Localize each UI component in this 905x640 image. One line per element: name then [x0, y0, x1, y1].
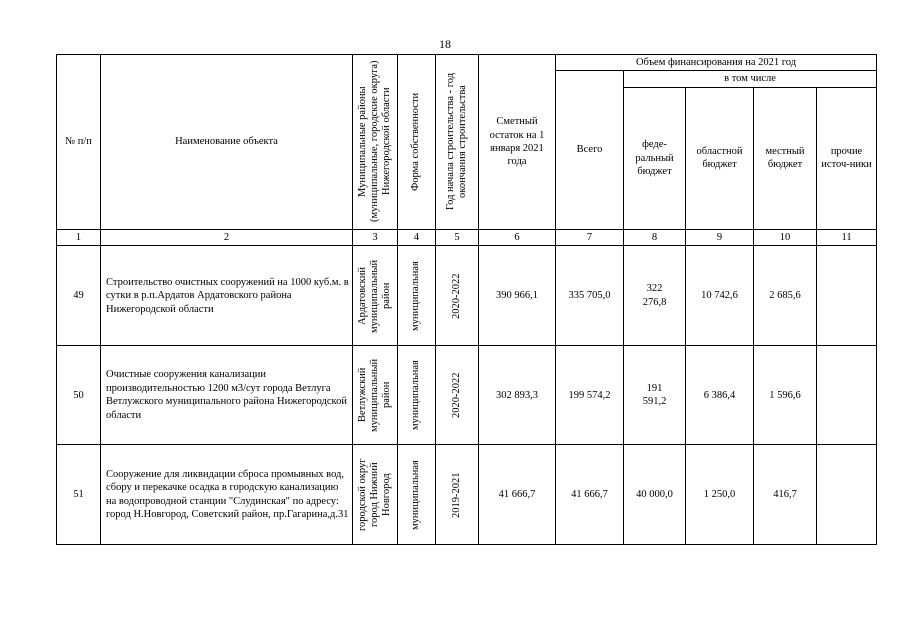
header-district-text: Муниципальные районы (муниципальные, городские округа) Нижегородской области	[356, 61, 393, 223]
row-federal-value: 322 276,8	[642, 283, 667, 308]
column-number: 5	[436, 229, 479, 245]
column-number: 4	[398, 229, 436, 245]
row-estimate: 302 893,3	[479, 346, 556, 445]
header-local: местный бюджет	[754, 87, 817, 229]
row-ownership-text: муниципальная	[410, 260, 422, 331]
header-num: № п/п	[57, 55, 101, 230]
row-estimate: 41 666,7	[479, 445, 556, 545]
row-name: Очистные сооружения канализации производительностью 1200 м3/сут города Ветлуга Ветлужского муниципального района Нижегородской области	[101, 346, 353, 445]
header-estimate: Сметный остаток на 1 января 2021 года	[479, 55, 556, 230]
row-total: 41 666,7	[556, 445, 624, 545]
row-other	[817, 246, 877, 346]
row-federal: 40 000,0	[624, 445, 686, 545]
row-district-text: Ветлужский муниципальный район	[356, 358, 393, 432]
row-district	[353, 445, 398, 545]
header-regional: областной бюджет	[686, 87, 754, 229]
row-total: 199 574,2	[556, 346, 624, 445]
row-local: 2 685,6	[754, 246, 817, 346]
row-total: 335 705,0	[556, 246, 624, 346]
column-number-row	[57, 229, 877, 245]
row-ownership	[398, 346, 436, 445]
header-total: Всего	[556, 71, 624, 229]
column-number: 2	[101, 229, 353, 245]
row-regional: 1 250,0	[686, 445, 754, 545]
row-federal-value: 191 591,2	[642, 382, 667, 408]
row-ownership	[398, 445, 436, 545]
row-local: 1 596,6	[754, 346, 817, 445]
row-regional: 6 386,4	[686, 346, 754, 445]
header-row-1	[57, 55, 877, 71]
row-years-text: 2020-2022	[450, 273, 462, 319]
row-other	[817, 445, 877, 545]
row-years-text: 2020-2022	[450, 372, 462, 419]
row-num: 50	[57, 346, 101, 445]
header-other: прочие источ-ники	[817, 87, 877, 229]
row-other	[817, 346, 877, 445]
header-ownership-text: Форма собственности	[410, 92, 422, 192]
row-years	[436, 346, 479, 445]
row-years	[436, 246, 479, 346]
column-number: 9	[686, 229, 754, 245]
financing-table	[56, 54, 877, 545]
row-estimate: 390 966,1	[479, 246, 556, 346]
row-ownership	[398, 246, 436, 346]
row-ownership-text: муниципальная	[410, 360, 422, 431]
row-local: 416,7	[754, 445, 817, 545]
row-district-text: городской округ город Нижний Новгород	[356, 458, 393, 532]
row-num: 49	[57, 246, 101, 346]
header-name: Наименование объекта	[101, 55, 353, 230]
header-financing-group: Объем финансирования на 2021 год	[556, 55, 877, 71]
column-number: 6	[479, 229, 556, 245]
column-number: 8	[624, 229, 686, 245]
header-district	[353, 55, 398, 230]
row-name: Сооружение для ликвидации сброса промывных вод, сбору и перекачке осадка в городскую канализацию на водопроводной станции "Слудинская" по адресу: город Н.Новгород, Советский район, пр.Гагарина,д.31	[101, 445, 353, 545]
row-district-text: Ардатовский муниципальный район	[356, 259, 393, 333]
column-number: 10	[754, 229, 817, 245]
header-years	[436, 55, 479, 230]
row-num: 51	[57, 445, 101, 545]
table-row	[57, 346, 877, 445]
row-federal	[624, 346, 686, 445]
row-years-text: 2019-2021	[450, 472, 462, 518]
row-name: Строительство очистных сооружений на 1000 куб.м. в сутки в р.п.Ардатов Ардатовского района Нижегородской области	[101, 246, 353, 346]
row-district	[353, 246, 398, 346]
column-number: 3	[353, 229, 398, 245]
table-row	[57, 445, 877, 545]
row-federal	[624, 246, 686, 346]
table-row	[57, 246, 877, 346]
row-years	[436, 445, 479, 545]
column-number: 1	[57, 229, 101, 245]
row-district	[353, 346, 398, 445]
page-number: 18	[439, 37, 451, 51]
header-federal: феде-ральный бюджет	[624, 87, 686, 229]
row-ownership-text: муниципальная	[410, 459, 422, 530]
row-regional: 10 742,6	[686, 246, 754, 346]
column-number: 7	[556, 229, 624, 245]
header-ownership	[398, 55, 436, 230]
header-including: в том числе	[624, 71, 877, 87]
header-years-text: Год начала строительства - год окончания строительства	[444, 73, 468, 211]
column-number: 11	[817, 229, 877, 245]
